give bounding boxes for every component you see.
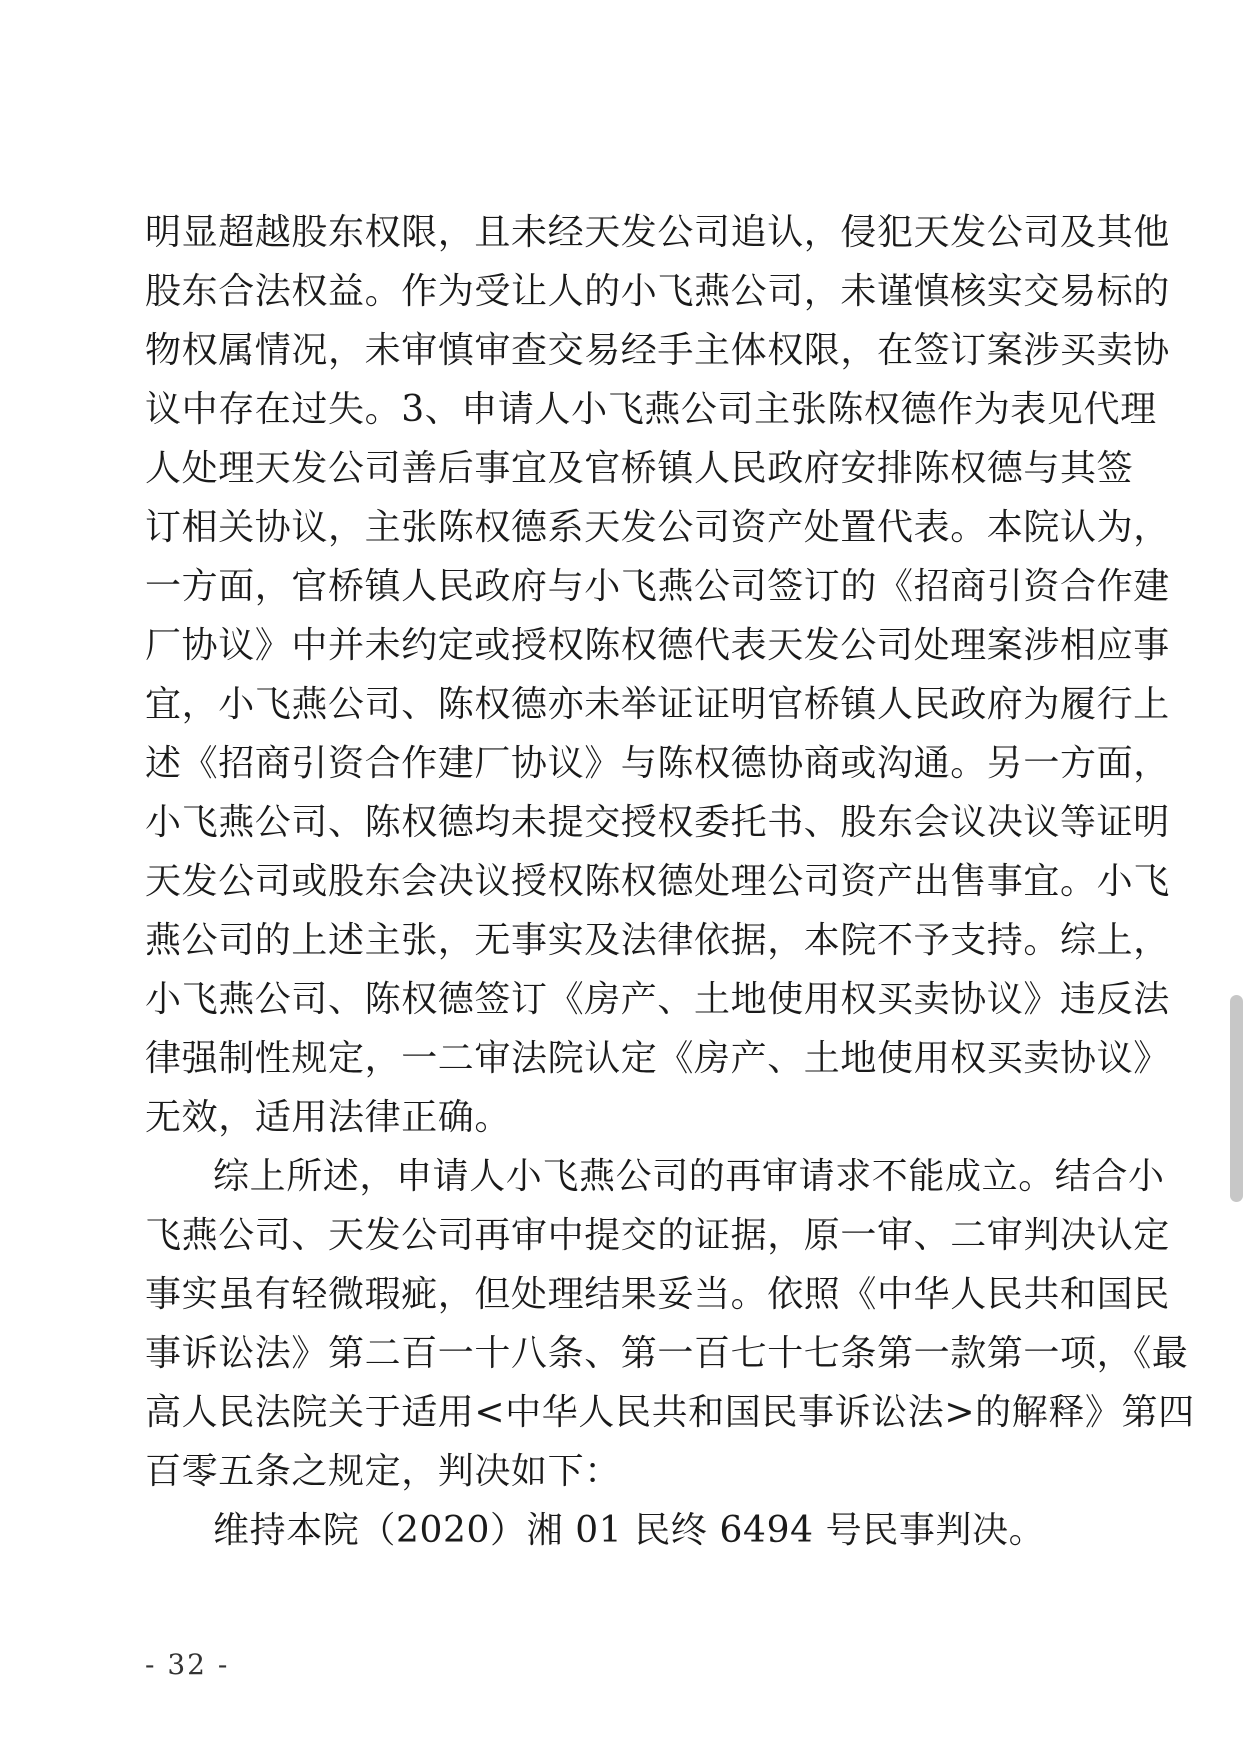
- text-line: 订相关协议，主张陈权德系天发公司资产处置代表。本院认为，: [145, 507, 1170, 548]
- document-body: [145, 203, 1195, 1560]
- judgment-line: 维持本院（2020）湘 01 民终 6494 号民事判决。: [213, 1510, 1046, 1551]
- text-line: 百零五条之规定，判决如下：: [145, 1451, 621, 1492]
- text-line: 一方面，官桥镇人民政府与小飞燕公司签订的《招商引资合作建: [145, 566, 1170, 607]
- text-line: 小飞燕公司、陈权德签订《房产、土地使用权买卖协议》违反法: [145, 979, 1170, 1020]
- text-line: 厂协议》中并未约定或授权陈权德代表天发公司处理案涉相应事: [145, 625, 1170, 666]
- text-line: 议中存在过失。3、申请人小飞燕公司主张陈权德作为表见代理: [145, 389, 1157, 430]
- text-line: 燕公司的上述主张，无事实及法律依据，本院不予支持。综上，: [145, 920, 1170, 961]
- text-line: 事诉讼法》第二百一十八条、第一百七十七条第一款第一项，《最: [145, 1333, 1189, 1374]
- text-line: 股东合法权益。作为受让人的小飞燕公司，未谨慎核实交易标的: [145, 271, 1170, 312]
- vertical-scrollbar-thumb[interactable]: [1230, 995, 1243, 1202]
- text-line: 述《招商引资合作建厂协议》与陈权德协商或沟通。另一方面，: [145, 743, 1170, 784]
- paragraph-start-line: 综上所述，申请人小飞燕公司的再审请求不能成立。结合小: [213, 1156, 1165, 1197]
- text-line: 物权属情况，未审慎审查交易经手主体权限，在签订案涉买卖协: [145, 330, 1170, 371]
- text-line: 天发公司或股东会决议授权陈权德处理公司资产出售事宜。小飞: [145, 861, 1170, 902]
- text-line: 事实虽有轻微瑕疵，但处理结果妥当。依照《中华人民共和国民: [145, 1274, 1170, 1315]
- page-number: - 32 -: [145, 1648, 230, 1681]
- text-line: 宜，小飞燕公司、陈权德亦未举证证明官桥镇人民政府为履行上: [145, 684, 1170, 725]
- text-line: 律强制性规定，一二审法院认定《房产、土地使用权买卖协议》: [145, 1038, 1170, 1079]
- text-line: 明显超越股东权限，且未经天发公司追认，侵犯天发公司及其他: [145, 212, 1170, 253]
- text-line: 人处理天发公司善后事宜及官桥镇人民政府安排陈权德与其签: [145, 448, 1134, 489]
- text-line: 小飞燕公司、陈权德均未提交授权委托书、股东会议决议等证明: [145, 802, 1170, 843]
- text-line: 高人民法院关于适用<中华人民共和国民事诉讼法>的解释》第四: [145, 1392, 1195, 1433]
- text-line: 飞燕公司、天发公司再审中提交的证据，原一审、二审判决认定: [145, 1215, 1170, 1256]
- text-line: 无效，适用法律正确。: [145, 1097, 512, 1138]
